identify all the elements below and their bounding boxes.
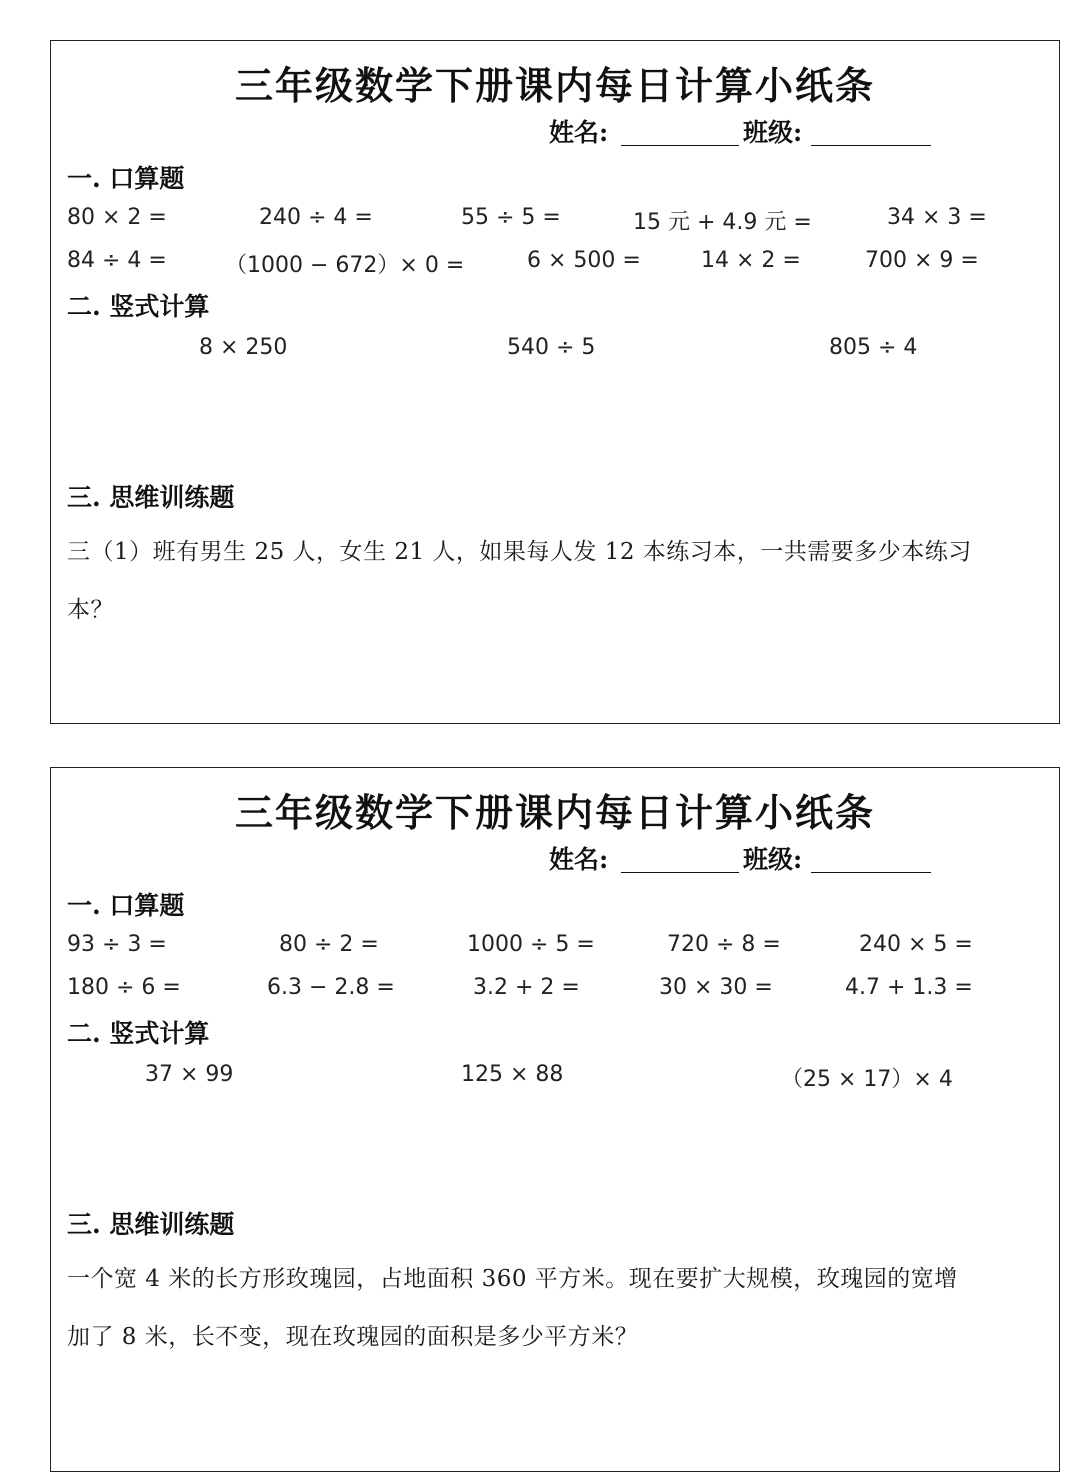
mental-question: 30 × 30 = [659,975,773,1000]
vertical-question: 805 ÷ 4 [829,335,918,360]
vertical-question: 125 × 88 [461,1062,564,1087]
mental-question: 180 ÷ 6 = [67,975,181,1000]
slip-title: 三年级数学下册课内每日计算小纸条 [234,790,875,835]
vertical-question: 37 × 99 [145,1062,234,1087]
mental-question: 15 元 + 4.9 元 = [633,210,812,235]
mental-question: 80 × 2 = [67,205,167,230]
class-blank[interactable] [811,872,931,873]
name-blank[interactable] [621,145,739,146]
calc-slip-2 [50,767,1060,1472]
mental-question: （1000 − 672）× 0 = [225,253,465,278]
mental-question: 240 × 5 = [859,932,973,957]
class-label: 班级: [743,845,803,874]
vertical-question: 540 ÷ 5 [507,335,596,360]
slip-title: 三年级数学下册课内每日计算小纸条 [234,63,875,108]
mental-question: 1000 ÷ 5 = [467,932,595,957]
vertical-question: （25 × 17）× 4 [781,1067,953,1092]
mental-question: 6.3 − 2.8 = [267,975,395,1000]
name-label: 姓名: [549,118,609,147]
mental-question: 4.7 + 1.3 = [845,975,973,1000]
mental-question: 34 × 3 = [887,205,987,230]
mental-question: 93 ÷ 3 = [67,932,167,957]
mental-question: 84 ÷ 4 = [67,248,167,273]
calc-slip-1 [50,40,1060,724]
name-label: 姓名: [549,845,609,874]
mental-question: 80 ÷ 2 = [279,932,379,957]
mental-question: 720 ÷ 8 = [667,932,781,957]
vertical-question: 8 × 250 [199,335,288,360]
section-mental-math: 一. 口算题 [67,891,185,920]
mental-question: 700 × 9 = [865,248,979,273]
mental-question: 6 × 500 = [527,248,641,273]
mental-question: 55 ÷ 5 = [461,205,561,230]
mental-question: 240 ÷ 4 = [259,205,373,230]
section-mental-math: 一. 口算题 [67,164,185,193]
section-vertical-calc: 二. 竖式计算 [67,1019,210,1048]
section-thinking: 三. 思维训练题 [67,483,235,512]
class-blank[interactable] [811,145,931,146]
section-vertical-calc: 二. 竖式计算 [67,292,210,321]
word-problem-line: 一个宽 4 米的长方形玫瑰园，占地面积 360 平方米。现在要扩大规模，玫瑰园的宽增 [67,1266,958,1292]
word-problem-line: 本？ [67,597,114,623]
word-problem-line: 三（1）班有男生 25 人，女生 21 人，如果每人发 12 本练习本，一共需要多少本练习 [67,539,972,565]
class-label: 班级: [743,118,803,147]
section-thinking: 三. 思维训练题 [67,1210,235,1239]
name-blank[interactable] [621,872,739,873]
mental-question: 3.2 + 2 = [473,975,580,1000]
mental-question: 14 × 2 = [701,248,801,273]
word-problem-line: 加了 8 米，长不变，现在玫瑰园的面积是多少平方米？ [67,1324,639,1350]
